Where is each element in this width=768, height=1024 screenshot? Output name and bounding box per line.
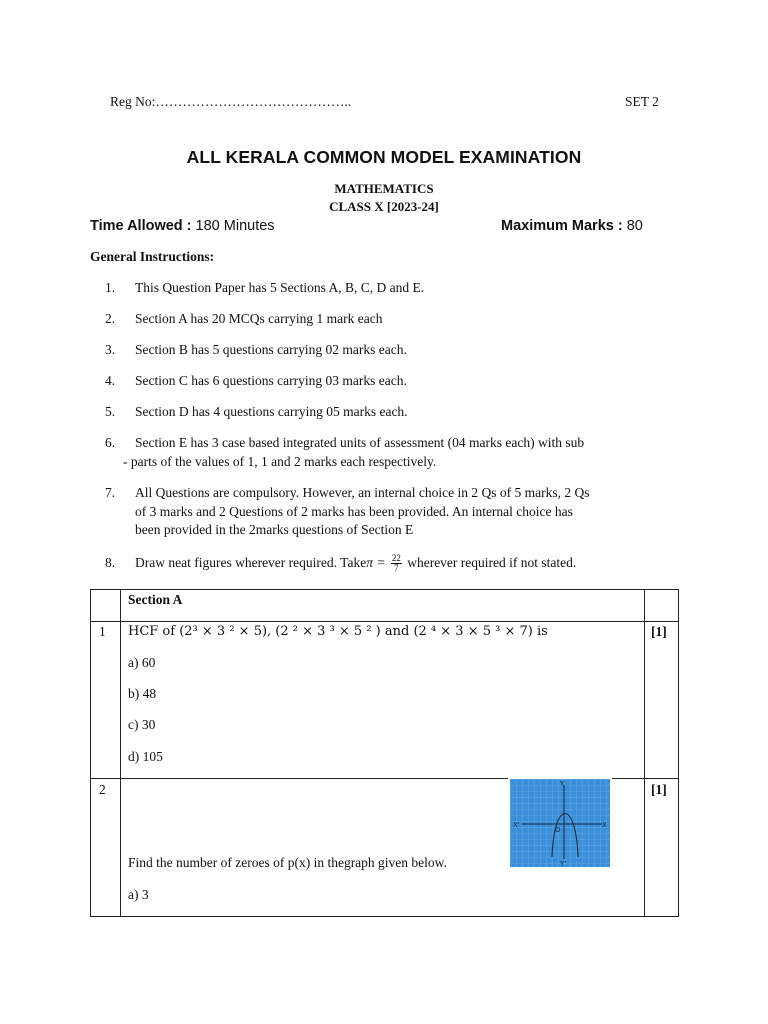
option: a) 60 [128, 655, 156, 670]
pi-equation: π = [366, 555, 389, 570]
instruction-line: All Questions are compulsory. However, an internal choice in 2 Qs of 5 marks, 2 Qs [135, 485, 590, 500]
table-row-divider [90, 778, 508, 779]
instruction-number: 7. [105, 485, 116, 500]
instruction-number: 8. [105, 555, 116, 570]
table-row-divider [90, 621, 679, 622]
option: c) 30 [128, 717, 156, 732]
fraction [391, 554, 402, 573]
polynomial-graph [510, 779, 610, 867]
instruction-line: Section E has 3 case based integrated units of assessment (04 marks each) with sub [135, 435, 585, 450]
instruction-text-before: Draw neat figures wherever required. Take [135, 555, 367, 570]
instruction-line: been provided in the 2marks questions of Section E [135, 522, 414, 537]
marks-value: 80 [622, 218, 643, 234]
marks-label: Maximum Marks : [501, 218, 623, 234]
question-marks: [1] [651, 624, 667, 639]
table-border-top [90, 589, 679, 590]
graph-grid [510, 779, 610, 867]
instructions-heading: General Instructions: [90, 249, 215, 264]
fraction-denominator: 7 [394, 563, 399, 574]
set-label: SET 2 [625, 94, 659, 109]
instruction-number: 3. [105, 342, 116, 357]
option: a) 3 [128, 887, 149, 902]
question-text: HCF of (2³ × 3 ² × 5), (2 ² × 3 ³ × 5 ² ) and (2 ⁴ × 3 × 5 ³ × 7) is [128, 624, 548, 639]
graph-label-x-right: X [602, 821, 607, 829]
instruction-text: This Question Paper has 5 Sections A, B, C, D and E. [135, 280, 425, 295]
graph-label-x-left: X' [513, 821, 520, 829]
question-number: 2 [99, 782, 106, 797]
question-number: 1 [99, 624, 106, 639]
section-title: Section A [128, 592, 183, 607]
instruction-number: 6. [105, 435, 116, 450]
time-value: 180 Minutes [191, 218, 275, 234]
subject: MATHEMATICS [334, 181, 434, 196]
table-column-divider [644, 589, 645, 917]
time-allowed [90, 218, 275, 234]
maximum-marks [501, 218, 643, 234]
graph-figure [510, 779, 610, 867]
instruction-text: Section C has 6 questions carrying 03 marks each. [135, 373, 407, 388]
reg-no: Reg No:…………………………………….. [110, 94, 352, 109]
instruction-text: Section D has 4 questions carrying 05 marks each. [135, 404, 408, 419]
instruction-number: 1. [105, 280, 116, 295]
instruction-text [135, 554, 680, 573]
class-label: CLASS X [2023-24] [329, 199, 439, 214]
instruction-text [123, 434, 680, 471]
instruction-line: - parts of the values of 1, 1 and 2 marks each respectively. [123, 453, 437, 469]
instruction-text: Section A has 20 MCQs carrying 1 mark each [135, 311, 383, 326]
instruction-text-after: wherever required if not stated. [403, 555, 577, 570]
instruction-text: Section B has 5 questions carrying 02 marks each. [135, 342, 407, 357]
option: d) 105 [128, 749, 163, 764]
instruction-number: 5. [105, 404, 116, 419]
question-marks: [1] [651, 782, 667, 797]
option: b) 48 [128, 686, 157, 701]
question-text: Find the number of zeroes of p(x) in thegraph given below. [128, 855, 447, 870]
table-column-divider [120, 589, 121, 917]
graph-label-origin: O [555, 826, 561, 834]
time-label: Time Allowed : [90, 218, 192, 234]
table-border-bottom [90, 916, 679, 917]
instruction-number: 4. [105, 373, 116, 388]
table-row-divider [612, 778, 679, 779]
fraction-numerator: 22 [391, 553, 401, 564]
instruction-text [135, 484, 680, 540]
table-border-right [678, 589, 679, 917]
graph-label-y-bottom: Y' [560, 860, 567, 867]
exam-title: ALL KERALA COMMON MODEL EXAMINATION [186, 147, 582, 167]
graph-label-y-top: Y [560, 780, 565, 788]
instruction-line: of 3 marks and 2 Questions of 2 marks has been provided. An internal choice has [135, 503, 573, 519]
table-border-left [90, 589, 91, 917]
instruction-number: 2. [105, 311, 116, 326]
